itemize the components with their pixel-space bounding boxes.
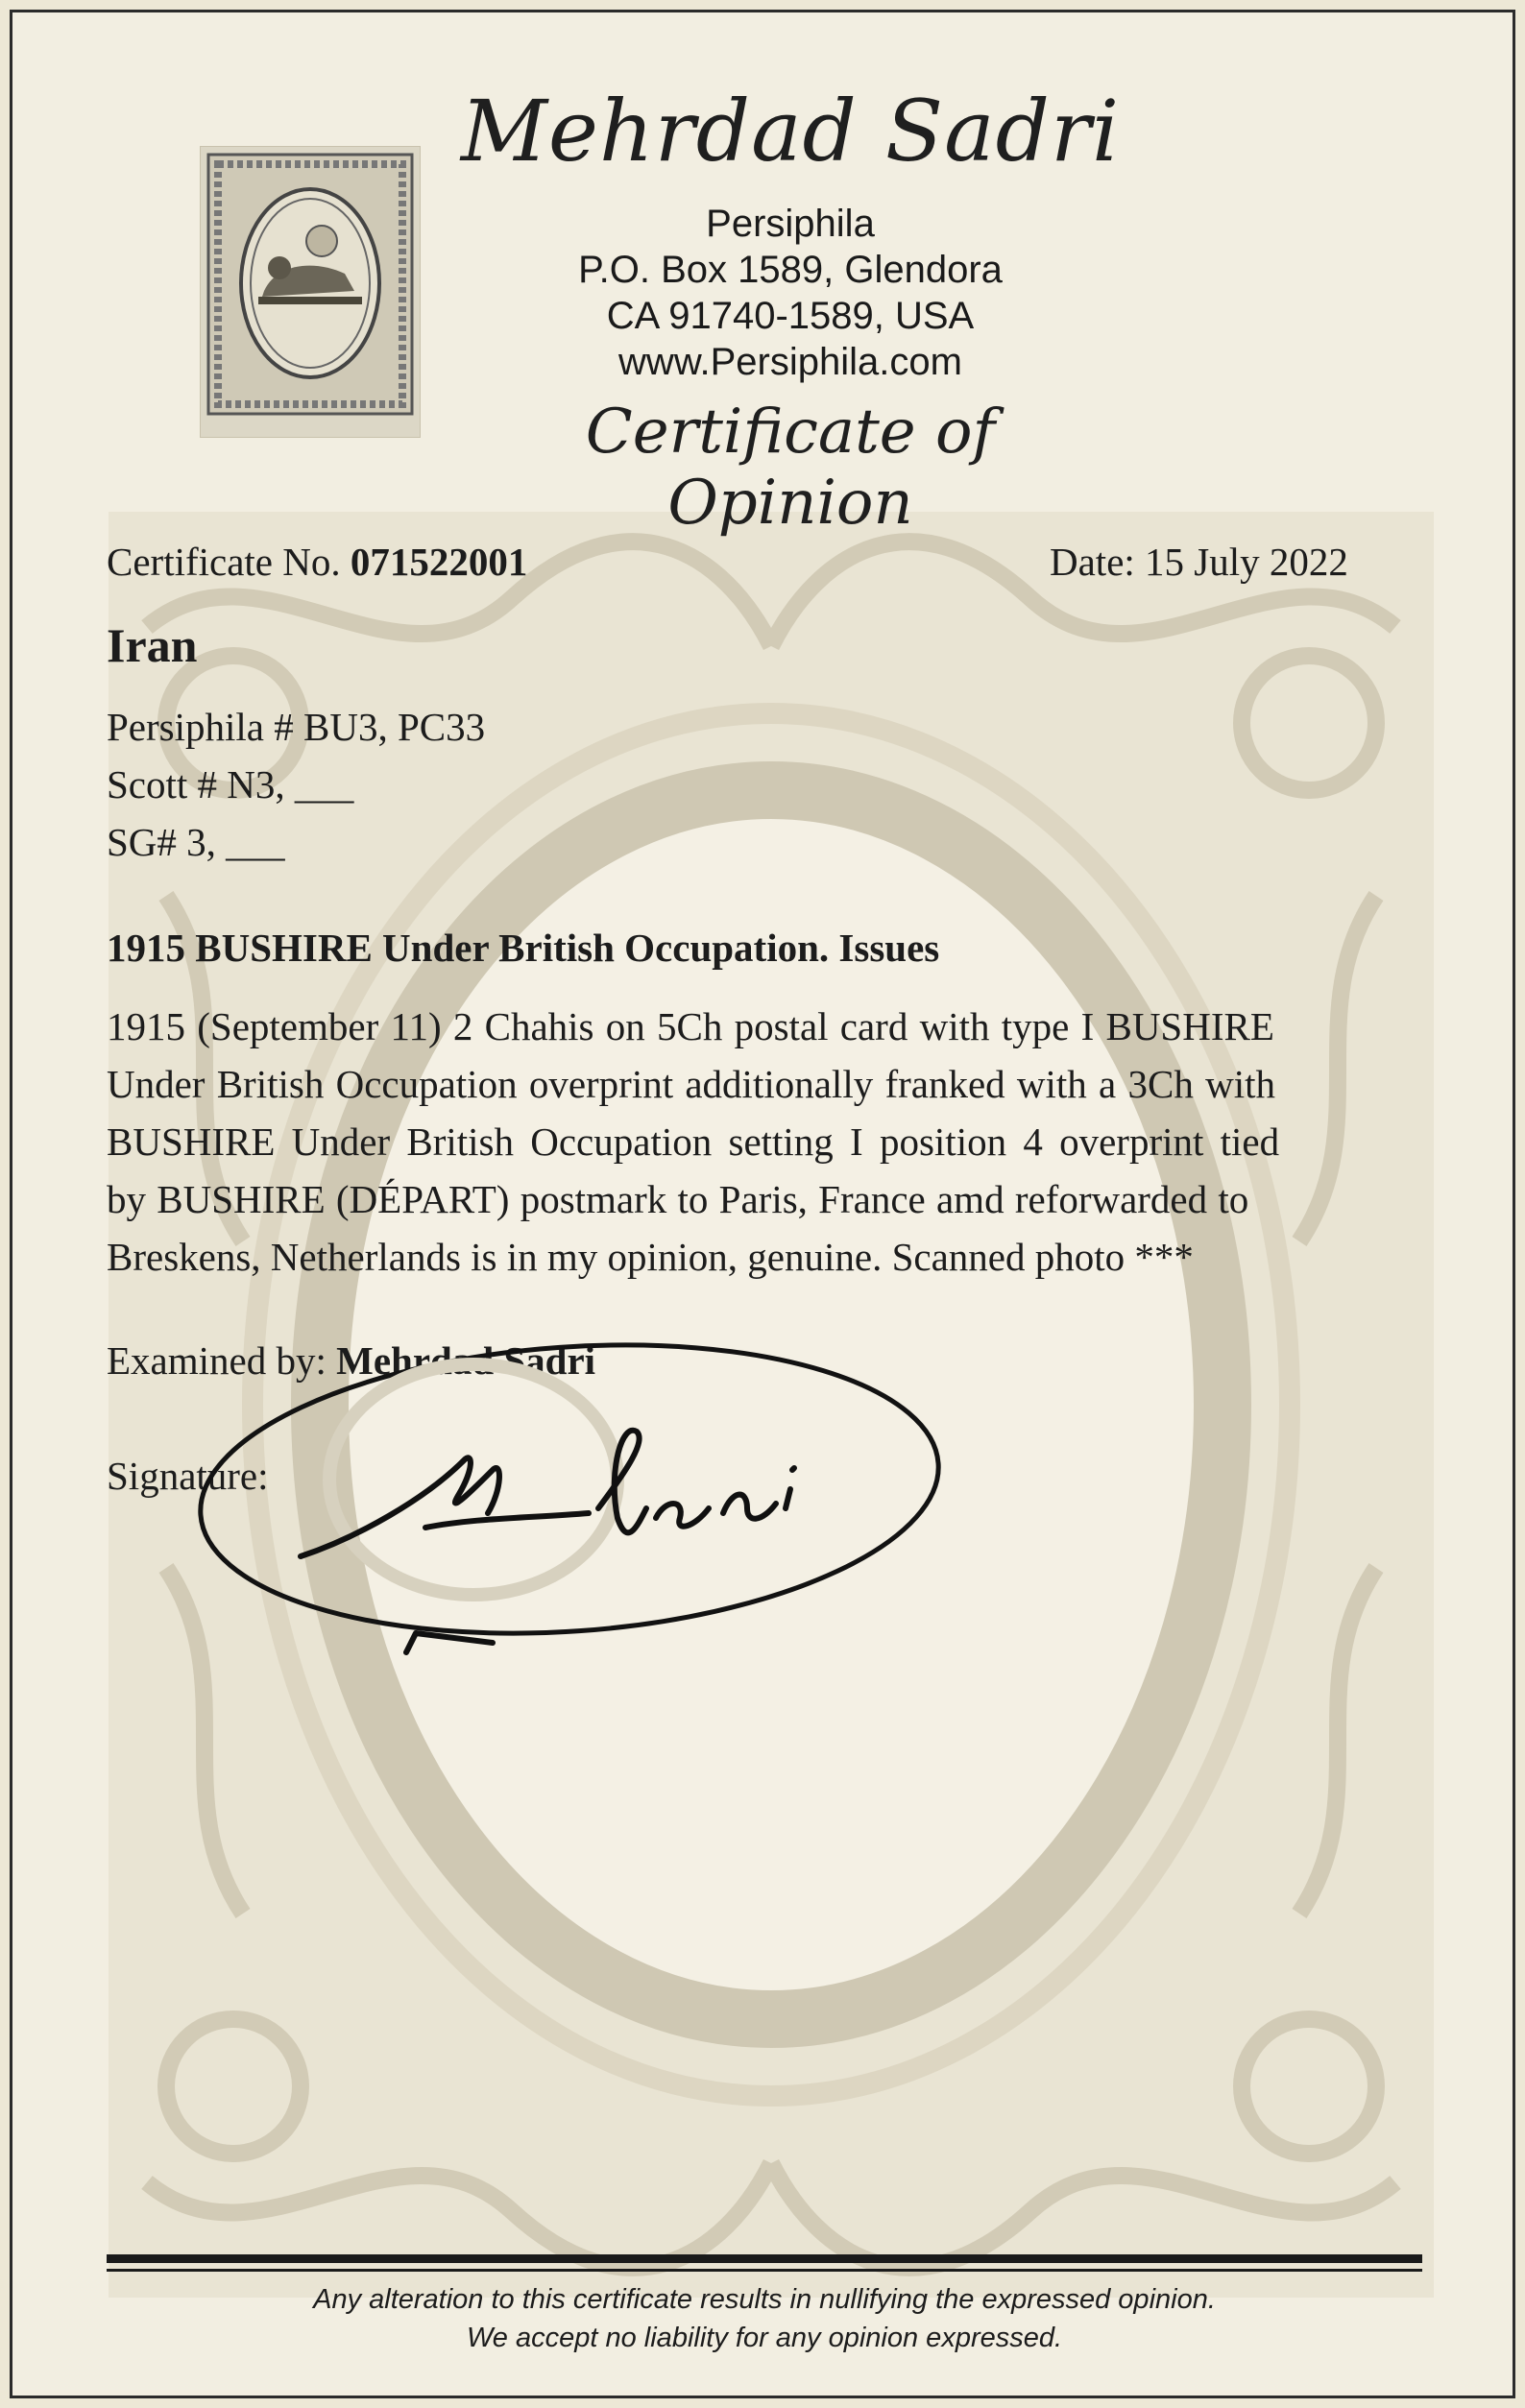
description-line: by BUSHIRE (DÉPART) postmark to Paris, France amd reforwarded to <box>107 1177 1249 1221</box>
certificate-date-label: Date: <box>1050 540 1135 584</box>
country-heading: Iran <box>107 618 198 672</box>
address-line-2: CA 91740-1589, USA <box>606 295 975 337</box>
handwritten-signature <box>301 1431 794 1652</box>
examined-label: Examined by: <box>107 1338 327 1383</box>
issuer-name: Mehrdad Sadri <box>460 82 1121 181</box>
persiphila-label: Persiphila # <box>107 705 294 749</box>
issue-heading: 1915 BUSHIRE Under British Occupation. Issues <box>107 926 940 970</box>
persiphila-number <box>107 704 485 750</box>
footer-disclaimer-1: Any alteration to this certificate results in nullifying the expressed opinion. <box>313 2284 1216 2315</box>
address-line-1: P.O. Box 1589, Glendora <box>578 249 1003 291</box>
signature-label: Signature: <box>107 1454 269 1498</box>
sg-value: 3, ___ <box>186 820 285 864</box>
examiner-name: Mehrdad Sadri <box>336 1338 596 1383</box>
certificate-page <box>10 10 1515 2398</box>
footer-rule-thin <box>107 2269 1422 2272</box>
description-paragraph <box>107 998 1417 1286</box>
certificate-title: Certificate of Opinion <box>585 397 996 539</box>
company-name: Persiphila <box>706 203 875 245</box>
sg-label: SG# <box>107 820 177 864</box>
website: www.Persiphila.com <box>618 341 962 383</box>
description-line: 1915 (September 11) 2 Chahis on 5Ch postal card with type I BUSHIRE <box>107 1004 1274 1048</box>
certificate-date: 15 July 2022 <box>1145 540 1348 584</box>
certificate-number: 071522001 <box>350 540 528 584</box>
description-line: Under British Occupation overprint additionally franked with a 3Ch with <box>107 1062 1275 1106</box>
scott-number <box>107 761 353 807</box>
certificate-date-row <box>1050 539 1348 585</box>
certificate-number-row <box>107 539 527 585</box>
sg-number <box>107 819 285 865</box>
certificate-number-label: Certificate No. <box>107 540 341 584</box>
signature-oval <box>185 1326 954 1672</box>
persiphila-value: BU3, PC33 <box>303 705 486 749</box>
scott-label: Scott # <box>107 762 218 807</box>
scott-value: N3, ___ <box>227 762 354 807</box>
description-line: Breskens, Netherlands is in my opinion, genuine. Scanned photo *** <box>107 1235 1194 1279</box>
lion-and-sun-stamp-logo <box>201 147 420 437</box>
footer-rule-thick <box>107 2254 1422 2263</box>
footer-disclaimer-2: We accept no liability for any opinion expressed. <box>466 2323 1063 2353</box>
description-line: BUSHIRE Under British Occupation setting I position 4 overprint tied <box>107 1120 1280 1164</box>
